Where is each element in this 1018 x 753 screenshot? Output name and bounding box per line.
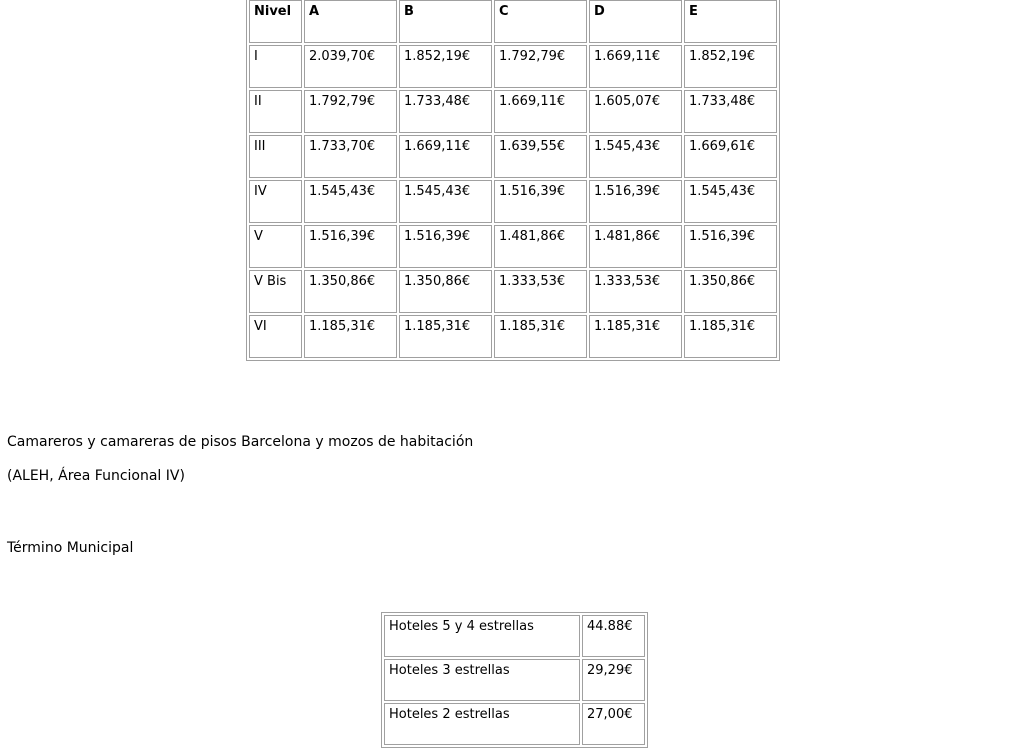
salary-cell: 2.039,70€ (304, 45, 397, 88)
hotel-category-cell: Hoteles 2 estrellas (384, 703, 580, 745)
rate-cell: 44.88€ (582, 615, 645, 657)
table-row (249, 315, 777, 358)
table-row (249, 270, 777, 313)
subsection-title-termino-municipal: Término Municipal (7, 540, 134, 556)
salary-levels-table (246, 0, 780, 361)
salary-cell: 1.669,11€ (399, 135, 492, 178)
hotel-category-cell: Hoteles 5 y 4 estrellas (384, 615, 580, 657)
salary-cell: 1.350,86€ (304, 270, 397, 313)
section-title-line1: Camareros y camareras de pisos Barcelona y mozos de habitación (7, 434, 474, 450)
table-row (249, 225, 777, 268)
table-row (249, 135, 777, 178)
rate-cell: 27,00€ (582, 703, 645, 745)
table-row (384, 615, 645, 657)
salary-cell: 1.185,31€ (494, 315, 587, 358)
salary-cell: 1.733,70€ (304, 135, 397, 178)
salary-cell: 1.545,43€ (399, 180, 492, 223)
salary-cell: 1.545,43€ (684, 180, 777, 223)
nivel-cell: IV (249, 180, 302, 223)
hotel-category-cell: Hoteles 3 estrellas (384, 659, 580, 701)
salary-cell: 1.516,39€ (494, 180, 587, 223)
section-title-line2: (ALEH, Área Funcional IV) (7, 468, 185, 484)
column-header-b: B (399, 0, 492, 43)
column-header-a: A (304, 0, 397, 43)
salary-cell: 1.852,19€ (684, 45, 777, 88)
salary-cell: 1.481,86€ (589, 225, 682, 268)
salary-cell: 1.350,86€ (399, 270, 492, 313)
salary-cell: 1.185,31€ (399, 315, 492, 358)
municipal-rates-table (381, 612, 648, 748)
salary-cell: 1.185,31€ (589, 315, 682, 358)
salary-cell: 1.516,39€ (684, 225, 777, 268)
salary-cell: 1.516,39€ (589, 180, 682, 223)
salary-cell: 1.545,43€ (304, 180, 397, 223)
table-row (384, 703, 645, 745)
salary-cell: 1.792,79€ (304, 90, 397, 133)
salary-cell: 1.333,53€ (589, 270, 682, 313)
nivel-cell: V (249, 225, 302, 268)
nivel-cell: III (249, 135, 302, 178)
salary-cell: 1.852,19€ (399, 45, 492, 88)
salary-cell: 1.481,86€ (494, 225, 587, 268)
table-row (249, 180, 777, 223)
table-row (384, 659, 645, 701)
salary-cell: 1.185,31€ (304, 315, 397, 358)
salary-cell: 1.516,39€ (304, 225, 397, 268)
column-header-e: E (684, 0, 777, 43)
rate-cell: 29,29€ (582, 659, 645, 701)
salary-header-row (249, 0, 777, 43)
salary-cell: 1.516,39€ (399, 225, 492, 268)
salary-cell: 1.185,31€ (684, 315, 777, 358)
salary-cell: 1.733,48€ (399, 90, 492, 133)
salary-cell: 1.669,11€ (589, 45, 682, 88)
salary-cell: 1.545,43€ (589, 135, 682, 178)
table-row (249, 45, 777, 88)
salary-cell: 1.639,55€ (494, 135, 587, 178)
nivel-cell: II (249, 90, 302, 133)
column-header-c: C (494, 0, 587, 43)
nivel-cell: I (249, 45, 302, 88)
nivel-cell: V Bis (249, 270, 302, 313)
nivel-cell: VI (249, 315, 302, 358)
column-header-nivel: Nivel (249, 0, 302, 43)
salary-cell: 1.350,86€ (684, 270, 777, 313)
salary-cell: 1.605,07€ (589, 90, 682, 133)
salary-cell: 1.669,61€ (684, 135, 777, 178)
salary-cell: 1.333,53€ (494, 270, 587, 313)
salary-cell: 1.792,79€ (494, 45, 587, 88)
column-header-d: D (589, 0, 682, 43)
salary-cell: 1.733,48€ (684, 90, 777, 133)
table-row (249, 90, 777, 133)
salary-cell: 1.669,11€ (494, 90, 587, 133)
